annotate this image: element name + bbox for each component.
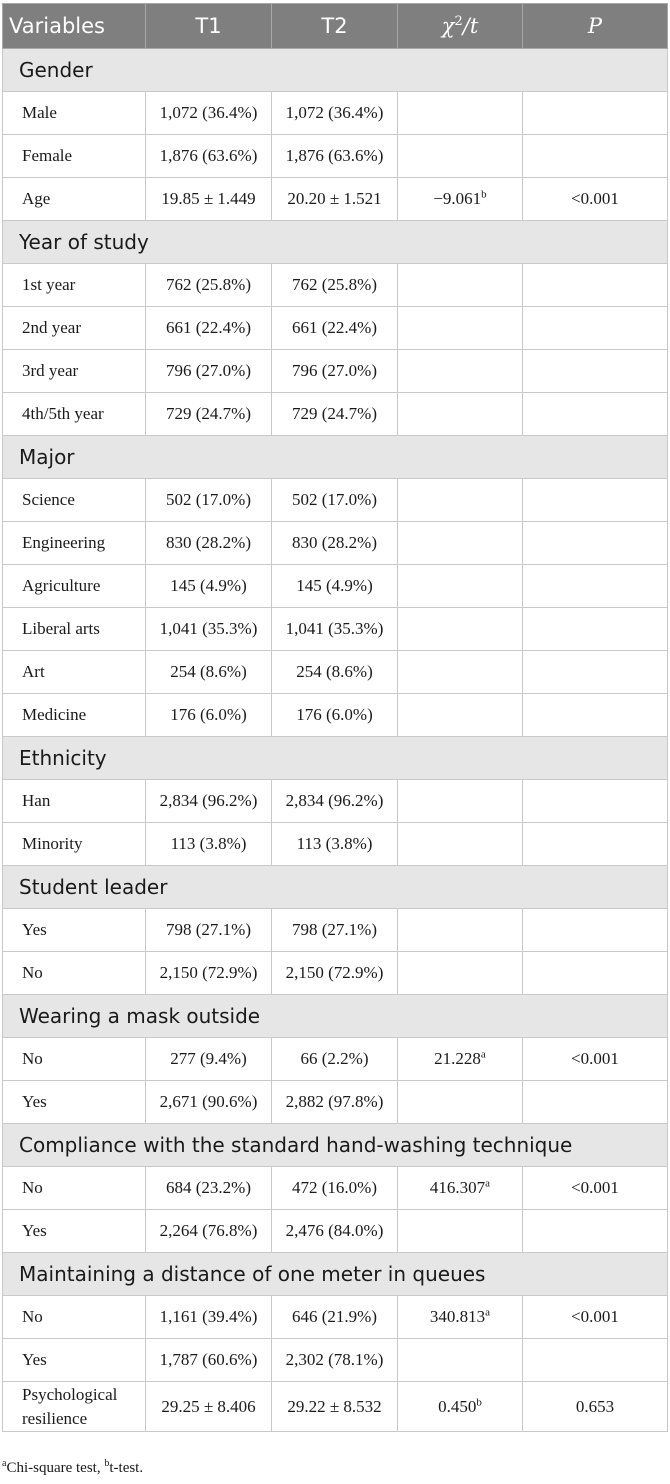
cell-statistic [398, 1038, 523, 1081]
row-label: 1st year [3, 264, 146, 307]
row-label: Art [3, 651, 146, 694]
cell-t2: 798 (27.1%) [272, 909, 398, 952]
row-label: Science [3, 479, 146, 522]
header-t2: T2 [272, 4, 398, 49]
table-header-row [3, 4, 668, 49]
table-row [3, 952, 668, 995]
cell-p-value: <0.001 [523, 1296, 668, 1339]
statistic-value: 416.307 [429, 1178, 486, 1197]
cell-p-value [523, 350, 668, 393]
cell-t2: 502 (17.0%) [272, 479, 398, 522]
header-statistic [398, 4, 523, 49]
table-row [3, 780, 668, 823]
cell-p-value [523, 307, 668, 350]
cell-t1: 1,787 (60.6%) [146, 1339, 272, 1382]
header-t-suffix: /t [462, 14, 479, 38]
row-label: Psychological resilience [3, 1382, 146, 1432]
cell-t1: 684 (23.2%) [146, 1167, 272, 1210]
row-label: Han [3, 780, 146, 823]
cell-t2: 1,041 (35.3%) [272, 608, 398, 651]
demographics-table [2, 3, 668, 1432]
cell-t2: 254 (8.6%) [272, 651, 398, 694]
statistic-superscript: a [480, 1048, 486, 1061]
cell-statistic [398, 264, 523, 307]
header-variables: Variables [3, 4, 146, 49]
section-label: Ethnicity [3, 737, 668, 780]
cell-t1: 2,264 (76.8%) [146, 1210, 272, 1253]
cell-t1: 502 (17.0%) [146, 479, 272, 522]
row-label: Yes [3, 909, 146, 952]
section-label: Gender [3, 49, 668, 92]
cell-t1: 729 (24.7%) [146, 393, 272, 436]
cell-t2: 113 (3.8%) [272, 823, 398, 866]
table-row [3, 92, 668, 135]
footnote-a-mark: a [2, 1458, 7, 1469]
cell-t1: 277 (9.4%) [146, 1038, 272, 1081]
table-row [3, 1339, 668, 1382]
cell-t2: 2,302 (78.1%) [272, 1339, 398, 1382]
section-header-row [3, 436, 668, 479]
cell-t1: 145 (4.9%) [146, 565, 272, 608]
table-body [3, 49, 668, 1432]
section-header-row [3, 737, 668, 780]
cell-statistic [398, 694, 523, 737]
statistic-value: 0.450 [438, 1396, 477, 1416]
cell-statistic [398, 780, 523, 823]
cell-p-value: <0.001 [523, 178, 668, 221]
table-row [3, 909, 668, 952]
row-label: No [3, 952, 146, 995]
cell-statistic [398, 952, 523, 995]
cell-t2: 1,072 (36.4%) [272, 92, 398, 135]
cell-t1: 796 (27.0%) [146, 350, 272, 393]
cell-statistic [398, 565, 523, 608]
cell-statistic [398, 1382, 523, 1432]
cell-t1: 1,041 (35.3%) [146, 608, 272, 651]
table-row [3, 1296, 668, 1339]
cell-p-value [523, 264, 668, 307]
cell-t1: 1,072 (36.4%) [146, 92, 272, 135]
cell-p-value: <0.001 [523, 1167, 668, 1210]
table-row [3, 1382, 668, 1432]
cell-p-value [523, 479, 668, 522]
cell-t1: 2,834 (96.2%) [146, 780, 272, 823]
cell-t1: 1,876 (63.6%) [146, 135, 272, 178]
row-label: Yes [3, 1210, 146, 1253]
cell-p-value [523, 694, 668, 737]
footnote-a-text: Chi-square test, [6, 1460, 105, 1476]
table-row [3, 522, 668, 565]
row-label: Yes [3, 1081, 146, 1124]
cell-statistic [398, 909, 523, 952]
table-row [3, 307, 668, 350]
row-label: Minority [3, 823, 146, 866]
cell-p-value [523, 909, 668, 952]
cell-t2: 176 (6.0%) [272, 694, 398, 737]
cell-t1: 1,161 (39.4%) [146, 1296, 272, 1339]
statistic-superscript: b [481, 188, 487, 201]
cell-p-value [523, 952, 668, 995]
row-label: Engineering [3, 522, 146, 565]
row-label: No [3, 1296, 146, 1339]
row-label: Medicine [3, 694, 146, 737]
cell-statistic [398, 1081, 523, 1124]
cell-t2: 2,834 (96.2%) [272, 780, 398, 823]
footnote-b-text: t-test. [109, 1460, 144, 1476]
table-row [3, 694, 668, 737]
cell-t1: 19.85 ± 1.449 [146, 178, 272, 221]
section-header-row [3, 49, 668, 92]
section-label: Major [3, 436, 668, 479]
table-row [3, 1210, 668, 1253]
section-label: Student leader [3, 866, 668, 909]
cell-t2: 2,476 (84.0%) [272, 1210, 398, 1253]
statistic-superscript: a [485, 1306, 491, 1319]
cell-t1: 176 (6.0%) [146, 694, 272, 737]
table-footnote [2, 1460, 143, 1477]
table-row [3, 1167, 668, 1210]
cell-statistic [398, 178, 523, 221]
table-row [3, 264, 668, 307]
cell-t2: 2,150 (72.9%) [272, 952, 398, 995]
cell-p-value [523, 1339, 668, 1382]
cell-statistic [398, 1296, 523, 1339]
cell-t2: 2,882 (97.8%) [272, 1081, 398, 1124]
cell-p-value [523, 780, 668, 823]
cell-t2: 472 (16.0%) [272, 1167, 398, 1210]
section-header-row [3, 221, 668, 264]
row-label: Yes [3, 1339, 146, 1382]
section-header-row [3, 1124, 668, 1167]
cell-t2: 646 (21.9%) [272, 1296, 398, 1339]
table-row [3, 565, 668, 608]
row-label: 4th/5th year [3, 393, 146, 436]
section-label: Maintaining a distance of one meter in queues [3, 1253, 668, 1296]
table-row [3, 393, 668, 436]
cell-p-value [523, 823, 668, 866]
header-chi-superscript: 2 [454, 14, 463, 29]
cell-t1: 113 (3.8%) [146, 823, 272, 866]
cell-t1: 661 (22.4%) [146, 307, 272, 350]
cell-p-value [523, 522, 668, 565]
cell-t2: 830 (28.2%) [272, 522, 398, 565]
footnote-b-mark: b [104, 1458, 110, 1469]
table-row [3, 1081, 668, 1124]
cell-statistic [398, 350, 523, 393]
cell-t2: 29.22 ± 8.532 [272, 1382, 398, 1432]
cell-statistic [398, 92, 523, 135]
cell-t2: 66 (2.2%) [272, 1038, 398, 1081]
table-row [3, 1038, 668, 1081]
section-header-row [3, 866, 668, 909]
statistic-superscript: b [476, 1395, 482, 1408]
section-label: Wearing a mask outside [3, 995, 668, 1038]
cell-t1: 798 (27.1%) [146, 909, 272, 952]
table-row [3, 479, 668, 522]
section-label: Compliance with the standard hand-washing technique [3, 1124, 668, 1167]
cell-p-value [523, 135, 668, 178]
cell-p-value [523, 1081, 668, 1124]
row-label: 3rd year [3, 350, 146, 393]
cell-t1: 2,150 (72.9%) [146, 952, 272, 995]
cell-t2: 20.20 ± 1.521 [272, 178, 398, 221]
cell-statistic [398, 522, 523, 565]
cell-p-value [523, 1210, 668, 1253]
cell-t1: 29.25 ± 8.406 [146, 1382, 272, 1432]
cell-statistic [398, 479, 523, 522]
cell-statistic [398, 823, 523, 866]
cell-t2: 729 (24.7%) [272, 393, 398, 436]
cell-t1: 254 (8.6%) [146, 651, 272, 694]
statistic-value: −9.061 [433, 189, 482, 208]
cell-t2: 796 (27.0%) [272, 350, 398, 393]
table-row [3, 608, 668, 651]
cell-statistic [398, 1167, 523, 1210]
statistic-superscript: a [485, 1177, 491, 1190]
cell-p-value [523, 651, 668, 694]
cell-statistic [398, 651, 523, 694]
statistic-value: 340.813 [429, 1307, 486, 1326]
header-chi-symbol: χ [441, 14, 455, 38]
cell-t1: 830 (28.2%) [146, 522, 272, 565]
cell-p-value [523, 608, 668, 651]
cell-p-value [523, 393, 668, 436]
header-p: P [523, 4, 668, 49]
row-label: Liberal arts [3, 608, 146, 651]
cell-t2: 145 (4.9%) [272, 565, 398, 608]
cell-statistic [398, 1339, 523, 1382]
row-label: 2nd year [3, 307, 146, 350]
table-row [3, 178, 668, 221]
cell-p-value [523, 565, 668, 608]
cell-t2: 1,876 (63.6%) [272, 135, 398, 178]
section-header-row [3, 1253, 668, 1296]
cell-statistic [398, 307, 523, 350]
row-label: Agriculture [3, 565, 146, 608]
row-label: Female [3, 135, 146, 178]
row-label: Male [3, 92, 146, 135]
section-label: Year of study [3, 221, 668, 264]
header-t1: T1 [146, 4, 272, 49]
cell-statistic [398, 608, 523, 651]
cell-statistic [398, 135, 523, 178]
cell-t2: 762 (25.8%) [272, 264, 398, 307]
row-label: Age [3, 178, 146, 221]
table-row [3, 135, 668, 178]
cell-statistic [398, 393, 523, 436]
cell-p-value [523, 92, 668, 135]
section-header-row [3, 995, 668, 1038]
cell-t1: 2,671 (90.6%) [146, 1081, 272, 1124]
cell-t2: 661 (22.4%) [272, 307, 398, 350]
cell-p-value: 0.653 [523, 1382, 668, 1432]
row-label: No [3, 1167, 146, 1210]
cell-t1: 762 (25.8%) [146, 264, 272, 307]
cell-statistic [398, 1210, 523, 1253]
statistic-value: 21.228 [434, 1049, 481, 1068]
row-label: No [3, 1038, 146, 1081]
table-row [3, 823, 668, 866]
cell-p-value: <0.001 [523, 1038, 668, 1081]
table-row [3, 350, 668, 393]
table-row [3, 651, 668, 694]
